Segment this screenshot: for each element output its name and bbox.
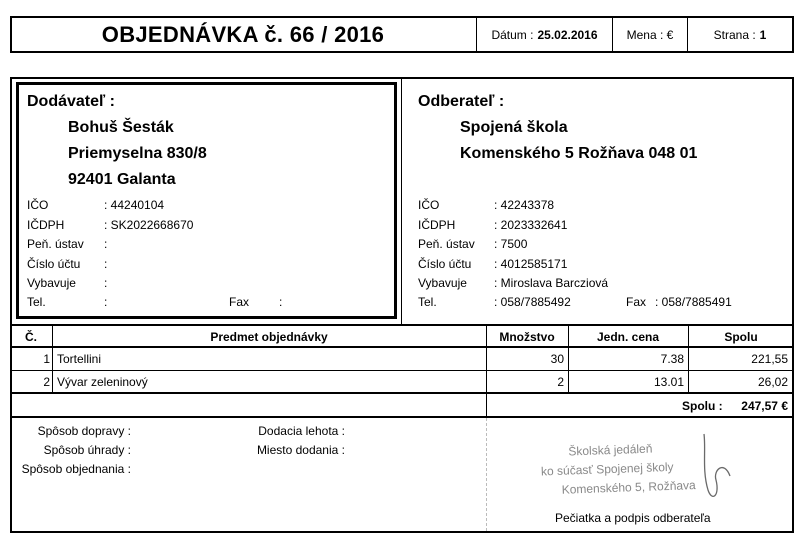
table-body-line [10, 392, 794, 394]
customer-handler-label: Vybavuje [418, 276, 467, 290]
date-value: 25.02.2016 [537, 27, 598, 42]
supplier-fax: : [279, 295, 283, 309]
customer-ico: : 42243378 [494, 198, 555, 212]
supplier-ico: : 44240104 [104, 198, 165, 212]
row-2-subject: Vývar zeleninový [57, 375, 148, 389]
row-2-no: 2 [43, 375, 50, 389]
delivery-place-label: Miesto dodania : [256, 443, 345, 457]
customer-ico-label: IČO [418, 198, 440, 212]
table-row-line [10, 370, 794, 371]
date-cell [476, 16, 612, 53]
supplier-icdph-label: IČDPH [27, 218, 65, 232]
date-label: Dátum : [491, 27, 534, 42]
table-sum-line [10, 416, 794, 418]
supplier-fax-label: Fax [229, 295, 250, 309]
customer-icdph: : 2023332641 [494, 218, 568, 232]
customer-account-label: Číslo účtu [418, 257, 472, 271]
col-header-total: Spolu [724, 330, 758, 344]
supplier-handler: : [104, 276, 108, 290]
order-title: OBJEDNÁVKA č. 66 / 2016 [101, 21, 385, 47]
signature-label: Pečiatka a podpis odberateľa [555, 511, 711, 525]
row-2-qty: 2 [557, 375, 564, 389]
supplier-tel: : [104, 295, 108, 309]
page-cell [687, 16, 792, 53]
supplier-tel-label: Tel. [27, 295, 46, 309]
customer-handler: : Miroslava Barcziová [494, 276, 609, 290]
table-header-line [10, 346, 794, 348]
row-2-total: 26,02 [757, 375, 788, 389]
col-header-unit-price: Jedn. cena [596, 330, 660, 344]
page-value: 1 [759, 27, 767, 42]
currency-label: Mena : € [626, 27, 674, 42]
row-2-unit-price: 13.01 [653, 375, 684, 389]
col-header-no: Č. [25, 330, 37, 344]
supplier-bank-label: Peň. ústav [27, 237, 84, 251]
customer-icdph-label: IČDPH [418, 218, 456, 232]
delivery-term-label: Dodacia lehota : [258, 424, 345, 438]
supplier-city: 92401 Galanta [68, 171, 176, 188]
supplier-icdph: : SK2022668670 [104, 218, 194, 232]
payment-label: Spôsob úhrady : [43, 443, 131, 457]
customer-tel-label: Tel. [418, 295, 437, 309]
supplier-heading: Dodávateľ : [27, 93, 115, 110]
customer-bank-label: Peň. ústav [418, 237, 475, 251]
col-header-qty: Množstvo [499, 330, 555, 344]
stamp-line-3: Komenského 5, Rožňava [561, 478, 696, 497]
row-1-no: 1 [43, 352, 50, 366]
signature-divider [486, 418, 487, 531]
customer-tel: : 058/7885492 [494, 295, 571, 309]
supplier-handler-label: Vybavuje [27, 276, 76, 290]
supplier-street: Priemyselna 830/8 [68, 145, 207, 162]
sum-label: Spolu : [682, 399, 723, 413]
col-header-subject: Predmet objednávky [210, 330, 328, 344]
row-1-unit-price: 7.38 [660, 352, 684, 366]
supplier-account-label: Číslo účtu [27, 257, 81, 271]
stamp-line-2: ko súčasť Spojenej školy [540, 459, 674, 479]
stamp-line-1: Školská jedáleň [568, 441, 653, 459]
supplier-name: Bohuš Šesták [68, 119, 174, 136]
signature-scribble [690, 430, 740, 520]
transport-label: Spôsob dopravy : [37, 424, 131, 438]
customer-address: Komenského 5 Rožňava 048 01 [460, 145, 698, 162]
sum-value: 247,57 € [741, 399, 788, 413]
customer-heading: Odberateľ : [418, 93, 505, 110]
page-label: Strana : [713, 27, 756, 42]
order-method-label: Spôsob objednania : [21, 462, 131, 476]
customer-fax-label: Fax [626, 295, 647, 309]
customer-fax: : 058/7885491 [655, 295, 732, 309]
table-top-line [10, 324, 794, 326]
row-1-qty: 30 [550, 352, 564, 366]
customer-account: : 4012585171 [494, 257, 568, 271]
supplier-bank: : [104, 237, 108, 251]
party-divider [401, 77, 402, 324]
row-1-total: 221,55 [751, 352, 788, 366]
supplier-ico-label: IČO [27, 198, 49, 212]
currency-cell [612, 16, 687, 53]
supplier-account: : [104, 257, 108, 271]
customer-name: Spojená škola [460, 119, 568, 136]
row-1-subject: Tortellini [57, 352, 102, 366]
customer-bank: : 7500 [494, 237, 528, 251]
